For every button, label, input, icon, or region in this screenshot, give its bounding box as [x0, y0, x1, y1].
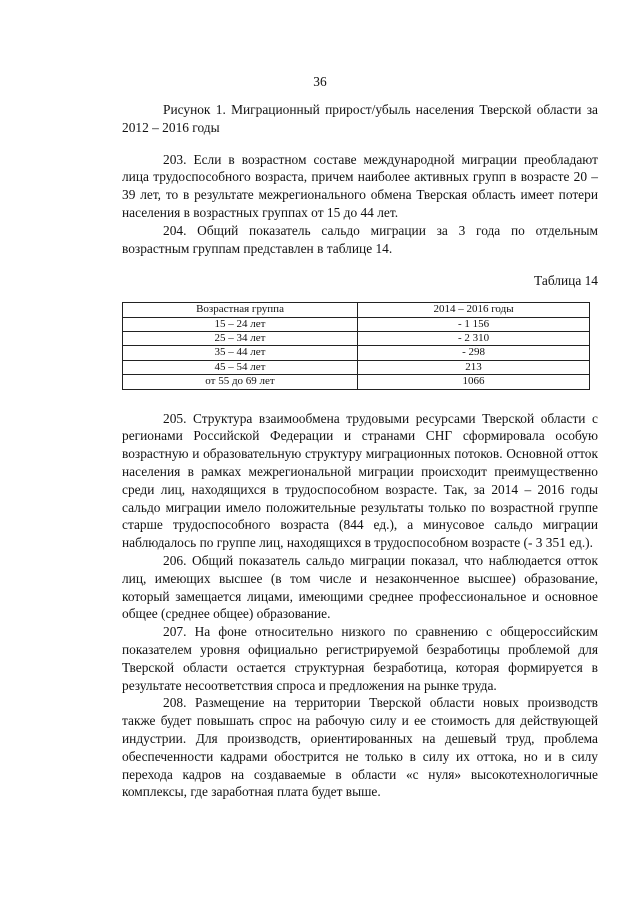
table-cell-age-group: 15 – 24 лет	[123, 317, 358, 331]
page-number: 36	[313, 74, 327, 89]
paragraph-207: 207. На фоне относительно низкого по сравнению с общероссийским показателем уровня официально регистрируемой безработицы проблемой для Тверской области остается структурная безработица, которая формируется в результате несоответствия спроса и предложения на рынке труда.	[122, 624, 598, 693]
table-cell-value: 213	[358, 360, 590, 374]
table-row	[123, 317, 590, 331]
paragraph-208: 208. Размещение на территории Тверской области новых производств также будет повышать спрос на рабочую силу и ее стоимость для действующей индустрии. Для производств, ориентированных на дешевый труд, проблема обеспеченности кадрами обострится не только в силу их оттока, но и в силу перехода кадров на создаваемые в области «с нуля» высокотехнологичные комплексы, где заработная плата будет выше.	[122, 695, 598, 800]
table-cell-age-group: от 55 до 69 лет	[123, 375, 358, 389]
table-label: Таблица 14	[534, 273, 598, 289]
paragraph-203: 203. Если в возрастном составе международной миграции преобладают лица трудоспособного возраста, причем наиболее активных групп в возрасте 20 – 39 лет, то в результате межрегионального обмена Тверская область имеет потери населения в возрастных группах от 15 до 44 лет.	[122, 151, 598, 220]
table-cell-age-group: 45 – 54 лет	[123, 360, 358, 374]
age-group-migration-table	[122, 302, 590, 389]
table-cell-value: - 1 156	[358, 317, 590, 331]
paragraph-204: 204. Общий показатель сальдо миграции за 3 года по отдельным возрастным группам представлен в таблице 14.	[122, 222, 598, 256]
table-cell-age-group: 35 – 44 лет	[123, 346, 358, 360]
table-row	[123, 375, 590, 389]
document-body	[122, 101, 598, 801]
figure-caption: Рисунок 1. Миграционный прирост/убыль населения Тверской области за 2012 – 2016 годы	[122, 102, 598, 135]
table-header-period: 2014 – 2016 годы	[358, 303, 590, 317]
table-row	[123, 346, 590, 360]
table-header-row	[123, 303, 590, 317]
paragraph-205: 205. Структура взаимообмена трудовыми ресурсами Тверской области с регионами Российской Федерации и странами СНГ сформировала особую возрастную и образовательную структуру миграционных потоков. Основной отток населения в рамках межрегиональной миграции происходит преимущественно среди лиц, находящихся в трудоспособном возрасте. Так, за 2014 – 2016 годы сальдо миграции имело положительные результаты только по возрастной группе старше трудоспособного возраста (844 ед.), а минусовое сальдо миграции наблюдалось по группе лиц, находящихся в трудоспособном возрасте (- 3 351 ед.).	[122, 410, 598, 551]
paragraph-206: 206. Общий показатель сальдо миграции показал, что наблюдается отток лиц, имеющих высшее (в том числе и незаконченное высшее) образование, который замещается лицами, имеющими среднее профессиональное и основное общее (среднее общее) образование.	[122, 552, 598, 622]
table-cell-age-group: 25 – 34 лет	[123, 331, 358, 345]
table-row	[123, 331, 590, 345]
table-cell-value: - 298	[358, 346, 590, 360]
table-row	[123, 360, 590, 374]
table-cell-value: 1066	[358, 375, 590, 389]
table-header-age-group: Возрастная группа	[123, 303, 358, 317]
table-cell-value: - 2 310	[358, 331, 590, 345]
